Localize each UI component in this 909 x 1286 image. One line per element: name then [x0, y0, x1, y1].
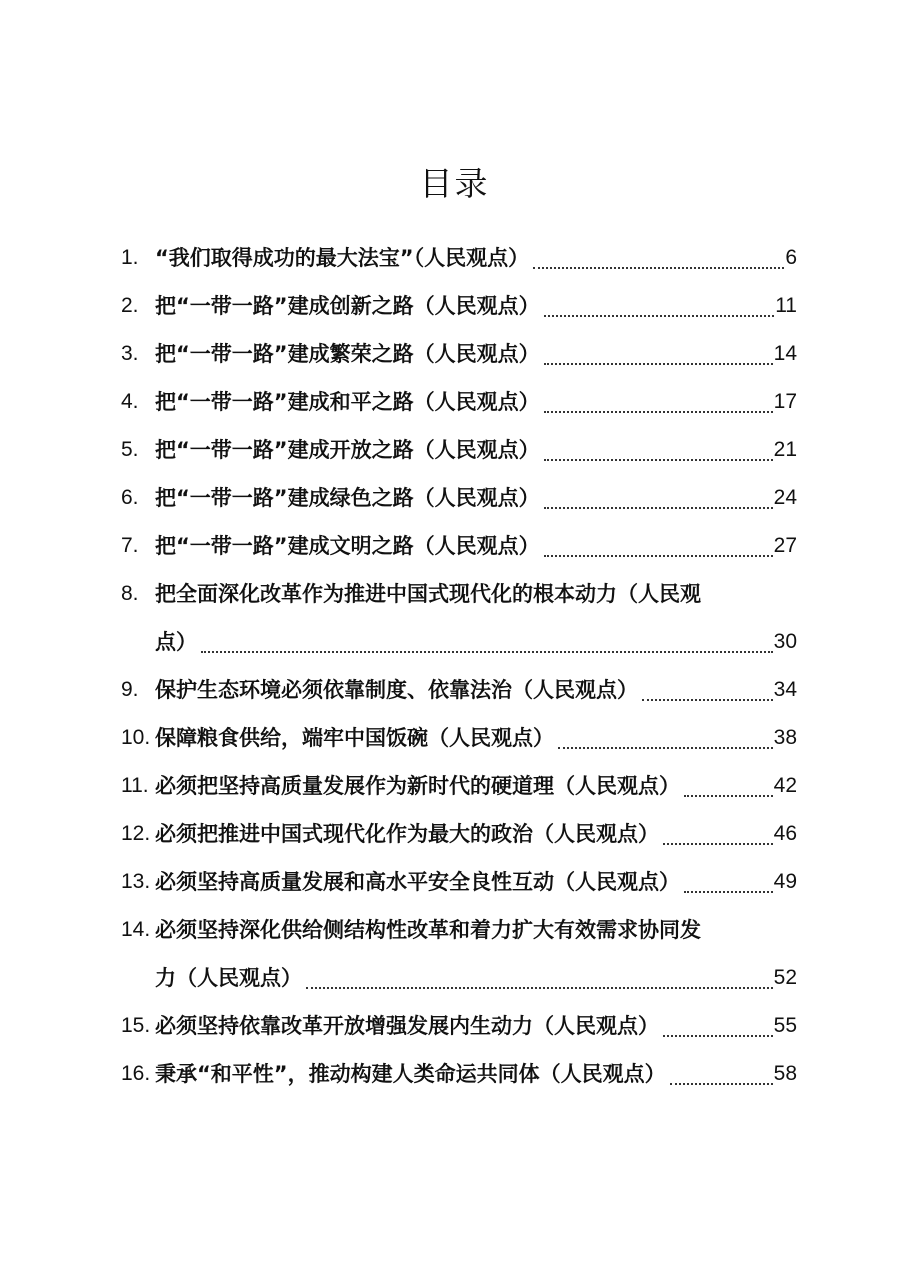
toc-entry-line[interactable]: [121, 426, 797, 474]
toc-entry-title: 把“一带一路”建成繁荣之路（人民观点）: [155, 342, 540, 366]
toc-entry-line[interactable]: [121, 330, 797, 378]
toc-dot-leader: [684, 794, 773, 797]
toc-entry-line[interactable]: [121, 570, 797, 618]
toc-dot-leader: [544, 506, 773, 509]
toc-page-number: 58: [773, 1062, 797, 1085]
toc-entry-number: 6.: [121, 486, 139, 509]
toc-page-number: 17: [773, 390, 797, 413]
toc-entry-number: 14.: [121, 918, 151, 941]
toc-page-number: 6: [785, 246, 797, 269]
toc-entry-title: 把“一带一路”建成创新之路（人民观点）: [155, 294, 540, 318]
toc-entry-number: 12.: [121, 822, 151, 845]
toc-entry-number: 7.: [121, 534, 139, 557]
toc-dot-leader: [558, 746, 773, 749]
toc-entry-line[interactable]: [121, 618, 797, 666]
toc-entry-line[interactable]: [121, 1050, 797, 1098]
toc-page-number: 24: [773, 486, 797, 509]
toc-entry-number: 9.: [121, 678, 139, 701]
toc-dot-leader: [533, 266, 784, 269]
toc-entry-number: 1.: [121, 246, 139, 269]
toc-entry-number: 2.: [121, 294, 139, 317]
toc-page-number: 11: [775, 294, 797, 317]
toc-entry-title: 保障粮食供给，端牢中国饭碗（人民观点）: [155, 726, 554, 750]
toc-page-number: 14: [773, 342, 797, 365]
toc-entry-line[interactable]: [121, 666, 797, 714]
toc-page-number: 46: [773, 822, 797, 845]
toc-entry-number: 5.: [121, 438, 139, 461]
toc-entry-title: 力（人民观点）: [155, 966, 302, 990]
toc-title: 目录: [419, 164, 490, 203]
toc-entry-title: 把全面深化改革作为推进中国式现代化的根本动力（人民观: [155, 582, 701, 606]
toc-dot-leader: [306, 986, 773, 989]
toc-entry-title: 把“一带一路”建成和平之路（人民观点）: [155, 390, 540, 414]
toc-entry-line[interactable]: [121, 378, 797, 426]
toc-page-number: 34: [773, 678, 797, 701]
toc-dot-leader: [670, 1082, 773, 1085]
toc-entry-title: 必须坚持高质量发展和高水平安全良性互动（人民观点）: [155, 870, 680, 894]
toc-entry-title: 必须坚持依靠改革开放增强发展内生动力（人民观点）: [155, 1014, 659, 1038]
toc-entry-line[interactable]: [121, 810, 797, 858]
toc-entry-line[interactable]: [121, 474, 797, 522]
toc-entry-line[interactable]: [121, 762, 797, 810]
toc-entry-title: 把“一带一路”建成绿色之路（人民观点）: [155, 486, 540, 510]
toc-dot-leader: [684, 890, 773, 893]
toc-entry-title: 必须把坚持高质量发展作为新时代的硬道理（人民观点）: [155, 774, 680, 798]
toc-entry-title: 把“一带一路”建成文明之路（人民观点）: [155, 534, 540, 558]
toc-entry-number: 16.: [121, 1062, 151, 1085]
toc-dot-leader: [544, 458, 773, 461]
toc-page-number: 42: [773, 774, 797, 797]
toc-dot-leader: [663, 842, 773, 845]
toc-entry-title: 保护生态环境必须依靠制度、依靠法治（人民观点）: [155, 678, 638, 702]
toc-dot-leader: [544, 554, 773, 557]
toc-page-number: 38: [773, 726, 797, 749]
toc-dot-leader: [201, 650, 773, 653]
toc-dot-leader: [544, 410, 773, 413]
toc-entry-title: 把“一带一路”建成开放之路（人民观点）: [155, 438, 540, 462]
toc-page-number: 55: [773, 1014, 797, 1037]
toc-entry-number: 8.: [121, 582, 139, 605]
toc-entry-line[interactable]: [121, 954, 797, 1002]
toc-entry-number: 10.: [121, 726, 151, 749]
toc-entry-number: 15.: [121, 1014, 151, 1037]
toc-entry-title: “我们取得成功的最大法宝”（人民观点）: [155, 246, 530, 270]
toc-entry-title: 点）: [155, 630, 197, 654]
toc-entry-number: 3.: [121, 342, 139, 365]
toc-entry-line[interactable]: [121, 858, 797, 906]
toc-entry-line[interactable]: [121, 714, 797, 762]
toc-entry-line[interactable]: [121, 1002, 797, 1050]
toc-dot-leader: [642, 698, 773, 701]
toc-entry-title: 必须把推进中国式现代化作为最大的政治（人民观点）: [155, 822, 659, 846]
toc-dot-leader: [544, 362, 773, 365]
toc-entry-number: 4.: [121, 390, 139, 413]
toc-entry-title: 秉承“和平性”，推动构建人类命运共同体（人民观点）: [155, 1062, 666, 1086]
toc-page-number: 49: [773, 870, 797, 893]
toc-page-number: 30: [773, 630, 797, 653]
toc-page-number: 21: [773, 438, 797, 461]
toc-entry-number: 11.: [121, 774, 149, 797]
toc-entry-line[interactable]: [121, 282, 797, 330]
toc-dot-leader: [544, 314, 775, 317]
toc-entry-title: 必须坚持深化供给侧结构性改革和着力扩大有效需求协同发: [155, 918, 701, 942]
toc-list: [121, 234, 797, 1098]
toc-entry-line[interactable]: [121, 906, 797, 954]
toc-entry-number: 13.: [121, 870, 151, 893]
toc-page-number: 27: [773, 534, 797, 557]
toc-page-number: 52: [773, 966, 797, 989]
toc-entry-line[interactable]: [121, 234, 797, 282]
toc-entry-line[interactable]: [121, 522, 797, 570]
toc-dot-leader: [663, 1034, 773, 1037]
